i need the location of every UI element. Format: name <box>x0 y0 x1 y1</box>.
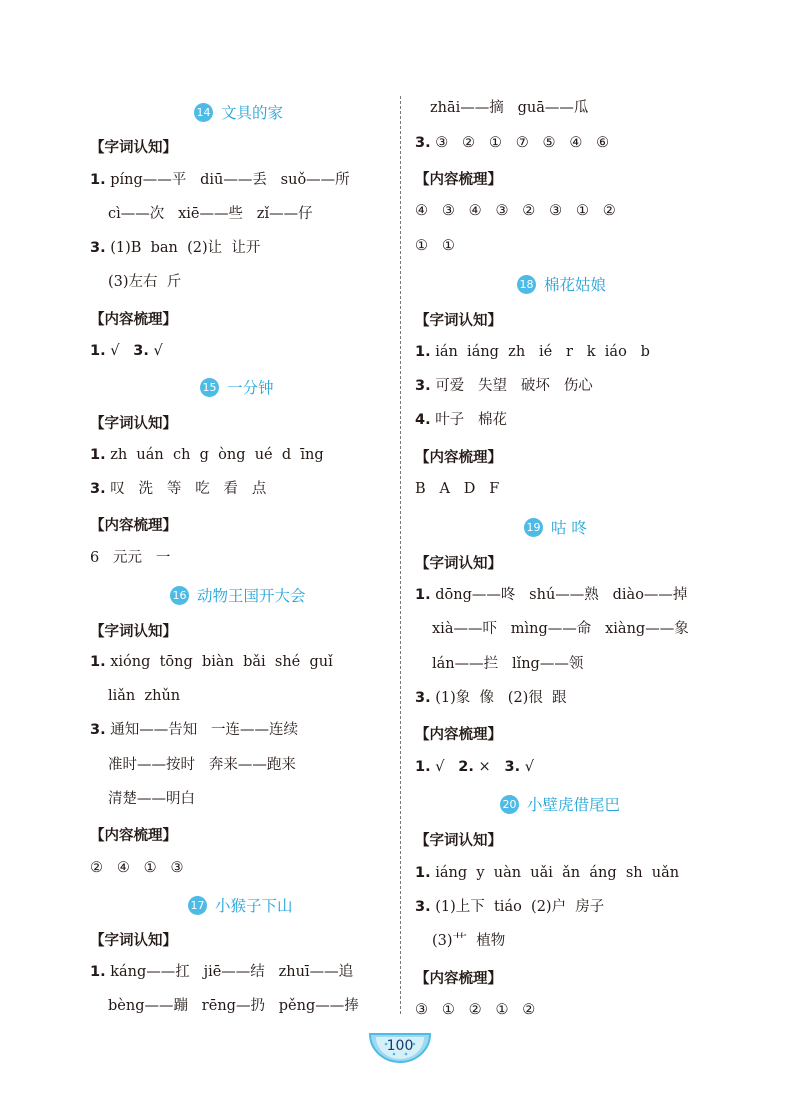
answer-line: 1. zh uán ch g òng ué d īng <box>90 447 324 463</box>
answer-line: 1. √ 3. √ <box>90 343 163 359</box>
lesson-19-heading <box>524 516 587 538</box>
answer-line: B A D F <box>415 481 500 497</box>
lesson-number-badge: 18 <box>517 275 536 294</box>
answer-line: ① ① <box>415 238 455 254</box>
lesson-number-badge: 16 <box>170 586 189 605</box>
answer-line: 1. ián iáng zh ié r k iáo b <box>415 344 650 360</box>
column-divider <box>400 96 401 1014</box>
section-header: 【内容梳理】 <box>415 172 502 188</box>
answer-line: 3. 可爱 失望 破坏 伤心 <box>415 378 593 394</box>
lesson-title: 咕 咚 <box>551 519 587 537</box>
answer-line: 1. iáng y uàn uǎi ǎn áng sh uǎn <box>415 865 680 881</box>
lesson-title: 文具的家 <box>221 104 284 122</box>
answer-line: 3. (1)象 像 (2)很 跟 <box>415 690 567 706</box>
answer-line: 清楚——明白 <box>108 791 195 807</box>
answer-line: liǎn zhǔn <box>108 688 181 704</box>
lesson-title: 动物王国开大会 <box>197 587 306 605</box>
answer-line: 3. 通知——告知 一连——连续 <box>90 722 299 738</box>
answer-line: xià——吓 mìng——命 xiàng——象 <box>432 621 689 637</box>
lesson-title: 小猴子下山 <box>215 897 293 915</box>
section-header: 【字词认知】 <box>415 833 502 849</box>
answer-line: 1. √ 2. × 3. √ <box>415 759 534 775</box>
lesson-number-badge: 15 <box>200 378 219 397</box>
lesson-number-badge: 20 <box>500 795 519 814</box>
answer-line: 1. xióng tōng biàn bǎi shé guǐ <box>90 654 333 670</box>
answer-line: 4. 叶子 棉花 <box>415 412 508 428</box>
section-header: 【字词认知】 <box>90 416 177 432</box>
answer-line: 1. káng——扛 jiē——结 zhuī——追 <box>90 964 354 980</box>
answer-line: ④ ③ ④ ③ ② ③ ① ② <box>415 203 616 219</box>
answer-line: 3. (1)上下 tiáo (2)户 房子 <box>415 899 605 915</box>
section-header: 【内容梳理】 <box>415 450 502 466</box>
section-header: 【内容梳理】 <box>90 828 177 844</box>
section-header: 【内容梳理】 <box>90 312 177 328</box>
answer-line: 6 元元 一 <box>90 550 171 566</box>
section-header: 【字词认知】 <box>415 313 502 329</box>
lesson-18-heading <box>517 273 606 295</box>
answer-line: 3. ③ ② ① ⑦ ⑤ ④ ⑥ <box>415 135 610 151</box>
lesson-number-badge: 14 <box>194 103 213 122</box>
answer-line: (3)艹 植物 <box>432 933 506 949</box>
lesson-17-heading <box>188 894 293 916</box>
answer-line: 3. 叹 洗 等 吃 看 点 <box>90 481 267 497</box>
answer-line: 1. píng——平 diū——丢 suǒ——所 <box>90 172 350 188</box>
answer-line: zhāi——摘 guā——瓜 <box>430 100 589 116</box>
section-header: 【内容梳理】 <box>415 727 502 743</box>
section-header: 【内容梳理】 <box>90 518 177 534</box>
lesson-title: 小壁虎借尾巴 <box>527 796 621 814</box>
lesson-14-heading <box>194 101 283 123</box>
lesson-title: 棉花姑娘 <box>544 276 607 294</box>
page-number: 100 <box>386 1038 414 1054</box>
section-header: 【字词认知】 <box>415 556 502 572</box>
section-header: 【字词认知】 <box>90 624 177 640</box>
lesson-16-heading <box>170 584 306 606</box>
answer-line: ③ ① ② ① ② <box>415 1002 536 1018</box>
answer-line: cì——次 xiē——些 zǐ——仔 <box>108 206 313 222</box>
answer-line: 1. dōng——咚 shú——熟 diào——掉 <box>415 587 688 603</box>
answer-line: ② ④ ① ③ <box>90 860 184 876</box>
lesson-20-heading <box>500 793 620 815</box>
answer-line: 准时——按时 奔来——跑来 <box>108 757 296 773</box>
answer-line: bèng——蹦 rēng—扔 pěng——捧 <box>108 998 359 1014</box>
answer-line: 3. (1)B ban (2)让 让开 <box>90 240 261 256</box>
section-header: 【字词认知】 <box>90 933 177 949</box>
lesson-title: 一分钟 <box>227 379 274 397</box>
answer-line: lán——拦 lǐng——领 <box>432 656 584 672</box>
lesson-number-badge: 17 <box>188 896 207 915</box>
answer-line: (3)左右 斤 <box>108 274 182 290</box>
page-number-badge <box>368 1024 432 1064</box>
lesson-number-badge: 19 <box>524 518 543 537</box>
section-header: 【字词认知】 <box>90 140 177 156</box>
lesson-15-heading <box>200 376 274 398</box>
section-header: 【内容梳理】 <box>415 971 502 987</box>
